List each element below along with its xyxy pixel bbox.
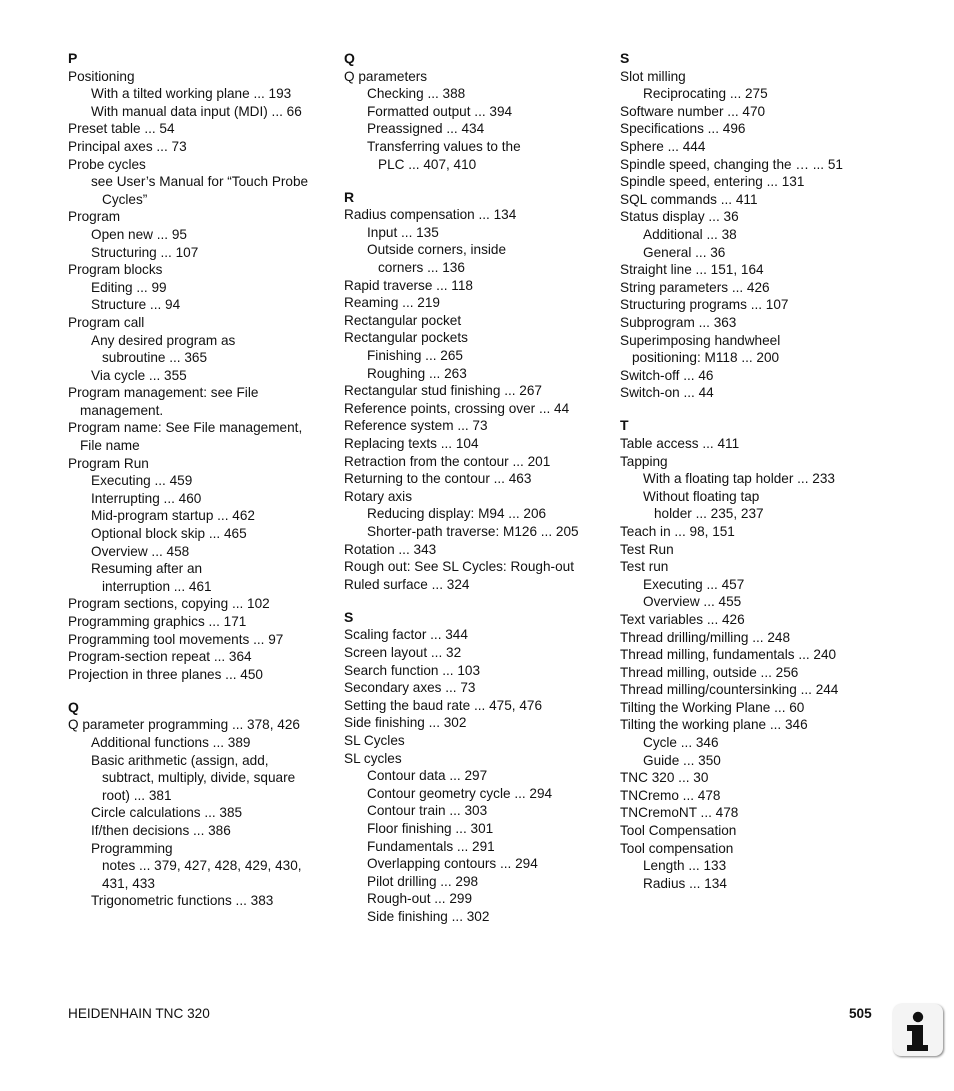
index-entry: Teach in ... 98, 151 [620,523,735,539]
index-entry: Reciprocating ... 275 [643,86,768,102]
index-entry: Setting the baud rate ... 475, 476 [344,697,543,713]
index-column-1 [68,50,338,926]
index-entry: Executing ... 457 [643,576,745,592]
index-entry: Trigonometric functions ... 383 [91,893,274,909]
info-icon [893,1004,943,1056]
index-entry: Checking ... 388 [367,86,466,102]
index-entry: Straight line ... 151, 164 [620,262,764,278]
index-entry: Transferring values to the [367,138,521,154]
index-entry: Cycles” [102,191,148,207]
index-entry: Length ... 133 [643,858,727,874]
index-entry: Programming graphics ... 171 [68,614,247,629]
index-section [68,50,338,683]
index-entry: Overlapping contours ... 294 [367,856,538,872]
index-entry: Additional ... 38 [643,226,737,242]
page-number: 505 [849,1006,872,1021]
index-entry: Any desired program as [91,332,236,348]
index-entry: interruption ... 461 [102,578,212,594]
index-entry: Preassigned ... 434 [367,121,485,137]
index-entry: Program-section repeat ... 364 [68,649,252,665]
index-entry: Editing ... 99 [91,279,167,295]
index-entry: Finishing ... 265 [367,348,463,363]
index-entry: Tapping [620,453,668,469]
index-entry: Spindle speed, entering ... 131 [620,174,805,190]
index-entry: Fundamentals ... 291 [367,838,495,854]
index-entry: Radius ... 134 [643,875,727,891]
index-entry: Test Run [620,541,674,557]
index-entry: Q parameter programming ... 378, 426 [68,717,300,733]
index-entry: Sphere ... 444 [620,138,706,154]
index-entry: Positioning [68,68,135,84]
index-entry: Preset table ... 54 [68,121,175,137]
index-entry: Returning to the contour ... 463 [344,471,532,487]
index-entry: Structuring programs ... 107 [620,297,789,313]
footer-manual-title: HEIDENHAIN TNC 320 [68,1006,210,1021]
index-column-3 [620,50,890,908]
index-section [68,699,338,910]
index-entry: Rotation ... 343 [344,541,437,557]
index-entry: Switch-off ... 46 [620,367,714,383]
section-letter: S [620,50,630,66]
index-entry: root) ... 381 [102,787,172,803]
index-entry: Program blocks [68,262,163,278]
index-entry: Contour geometry cycle ... 294 [367,785,553,801]
index-entry: If/then decisions ... 386 [91,823,231,839]
index-entry: Specifications ... 496 [620,121,746,137]
index-entry: Search function ... 103 [344,662,481,678]
index-entry: Program [68,209,121,225]
index-entry: Text variables ... 426 [620,611,745,627]
index-entry: Thread milling/countersinking ... 244 [620,682,839,698]
index-entry: Scaling factor ... 344 [344,627,468,643]
index-entry: SQL commands ... 411 [620,191,758,207]
index-section [344,50,614,173]
index-entry: Programming tool movements ... 97 [68,631,284,647]
index-entry: Switch-on ... 44 [620,385,714,401]
index-entry: Replacing texts ... 104 [344,435,479,451]
index-entry: Basic arithmetic (assign, add, [91,752,269,768]
index-entry: Reference system ... 73 [344,418,488,434]
section-letter: P [68,50,78,66]
index-section [620,417,890,892]
index-entry: Pilot drilling ... 298 [367,873,479,889]
section-letter: Q [68,698,79,715]
index-entry: Without floating tap [643,488,760,504]
index-entry: Mid-program startup ... 462 [91,508,255,524]
section-letter: R [344,188,355,205]
index-entry: Spindle speed, changing the … ... 51 [620,156,843,172]
index-entry: Program sections, copying ... 102 [68,596,270,612]
index-entry: Reference points, crossing over ... 44 [344,400,570,416]
index-entry: With manual data input (MDI) ... 66 [91,103,302,119]
index-entry: String parameters ... 426 [620,279,770,295]
index-entry: Ruled surface ... 324 [344,576,470,592]
index-entry: Input ... 135 [367,224,439,240]
index-entry: Contour data ... 297 [367,768,488,784]
index-entry: holder ... 235, 237 [654,506,764,522]
index-entry: With a floating tap holder ... 233 [643,471,835,487]
index-entry: Overview ... 458 [91,543,190,559]
index-entry: Q parameters [344,68,428,84]
index-entry: Shorter-path traverse: M126 ... 205 [367,523,579,539]
index-entry: Probe cycles [68,156,146,172]
section-letter: Q [344,50,355,66]
index-section [620,50,890,402]
index-entry: management. [80,402,164,418]
index-entry: Principal axes ... 73 [68,138,187,154]
index-entry: Program call [68,314,145,330]
index-entry: Radius compensation ... 134 [344,207,517,223]
index-entry: TNCremo ... 478 [620,787,721,803]
index-entry: Tool compensation [620,840,734,856]
index-entry: SL Cycles [344,732,405,748]
index-entry: Superimposing handwheel [620,332,781,348]
index-entry: Rough out: See SL Cycles: Rough-out [344,559,574,575]
index-entry: Open new ... 95 [91,226,187,242]
section-letter: T [620,417,629,434]
index-entry: Screen layout ... 32 [344,645,462,660]
index-entry: Rectangular pockets [344,330,468,346]
index-entry: Via cycle ... 355 [91,367,187,383]
index-entry: corners ... 136 [378,260,465,276]
index-entry: positioning: M118 ... 200 [632,350,780,366]
index-entry: Tilting the Working Plane ... 60 [620,699,805,715]
index-entry: Slot milling [620,68,686,84]
index-entry: Reducing display: M94 ... 206 [367,506,547,522]
index-entry: Tilting the working plane ... 346 [620,717,808,733]
index-section [344,609,614,926]
index-entry: Circle calculations ... 385 [91,805,243,821]
index-entry: Test run [620,559,669,575]
index-entry: Thread drilling/milling ... 248 [620,629,791,645]
index-entry: Cycle ... 346 [643,735,719,751]
index-entry: Executing ... 459 [91,473,193,489]
index-entry: Contour train ... 303 [367,803,488,819]
index-entry: Subprogram ... 363 [620,314,737,330]
index-entry: Program management: see File [68,385,259,401]
index-entry: Formatted output ... 394 [367,103,513,119]
index-entry: Outside corners, inside [367,242,507,258]
index-entry: Projection in three planes ... 450 [68,666,263,682]
index-entry: Secondary axes ... 73 [344,680,476,696]
index-entry: see User’s Manual for “Touch Probe [91,174,309,190]
index-section [344,189,614,594]
index-entry: Retraction from the contour ... 201 [344,453,551,469]
index-entry: General ... 36 [643,244,726,260]
index-entry: Program name: See File management, [68,420,303,436]
index-entry: Structuring ... 107 [91,244,199,260]
index-entry: Interrupting ... 460 [91,490,202,506]
index-entry: notes ... 379, 427, 428, 429, 430, [102,858,302,874]
index-entry: subtract, multiply, divide, square [102,770,296,786]
index-entry: Roughing ... 263 [367,365,467,381]
index-entry: Rough-out ... 299 [367,891,473,907]
index-entry: Side finishing ... 302 [367,908,490,924]
index-entry: Reaming ... 219 [344,295,440,311]
index-entry: Structure ... 94 [91,297,181,313]
index-entry: TNCremoNT ... 478 [620,805,739,821]
index-entry: 431, 433 [102,875,155,891]
index-entry: Program Run [68,455,149,471]
index-entry: Floor finishing ... 301 [367,820,494,836]
index-entry: File name [80,438,140,454]
index-entry: Rapid traverse ... 118 [344,277,473,293]
index-entry: With a tilted working plane ... 193 [91,86,292,102]
index-entry: subroutine ... 365 [102,350,208,366]
index-entry: Additional functions ... 389 [91,735,251,751]
index-entry: Resuming after an [91,561,203,577]
index-entry: TNC 320 ... 30 [620,770,709,786]
index-column-2 [344,50,614,941]
index-entry: Programming [91,840,173,856]
section-letter: S [344,608,354,625]
index-entry: Thread milling, outside ... 256 [620,664,799,680]
index-entry: PLC ... 407, 410 [378,156,477,172]
index-entry: Guide ... 350 [643,752,721,768]
index-entry: Rectangular pocket [344,312,462,328]
index-entry: Overview ... 455 [643,594,742,610]
index-entry: Tool Compensation [620,823,737,839]
index-entry: Status display ... 36 [620,209,739,225]
index-entry: Rotary axis [344,488,412,504]
index-entry: Side finishing ... 302 [344,715,467,731]
index-entry: Rectangular stud finishing ... 267 [344,383,542,399]
index-entry: Software number ... 470 [620,103,766,119]
index-entry: Thread milling, fundamentals ... 240 [620,647,837,663]
index-entry: SL cycles [344,750,402,766]
index-entry: Optional block skip ... 465 [91,526,247,542]
index-entry: Table access ... 411 [620,435,740,451]
